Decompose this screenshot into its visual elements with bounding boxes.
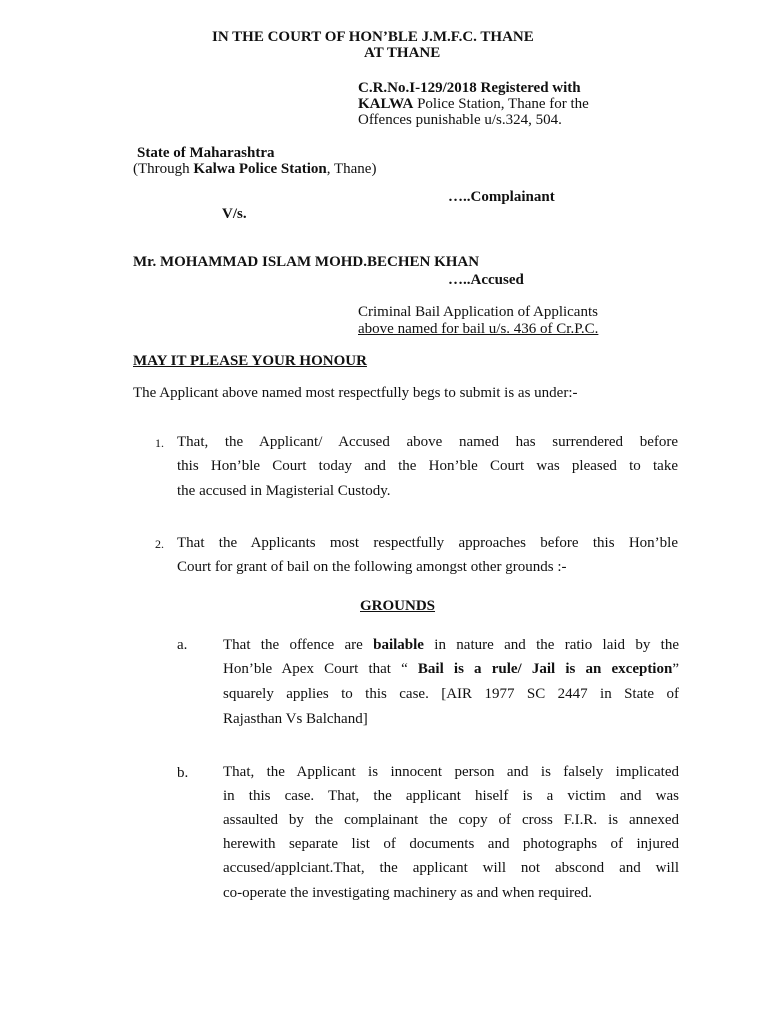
point-number: 1. — [155, 436, 164, 450]
ground-label: b. — [177, 765, 189, 781]
application-title-line2: above named for bail u/s. 436 of Cr.P.C. — [358, 321, 599, 337]
ground-text-line — [223, 633, 679, 657]
ground-text-line: assaulted by the complainant the copy of cross F.I.R. is annexed — [223, 812, 679, 828]
point-text-line: this Hon’ble Court today and the Hon’ble Court was pleased to take — [177, 458, 678, 474]
point-text-line: That, the Applicant/ Accused above named has surrendered before — [177, 434, 678, 450]
through-close: , Thane) — [326, 161, 377, 177]
ground-text-line: co-operate the investigating machinery as and when required. — [223, 885, 593, 901]
ground-text-span: That the offence are — [223, 637, 374, 653]
case-number: C.R.No.I-129/2018 Registered with — [358, 80, 581, 96]
ground-text-line — [223, 657, 679, 681]
grounds-heading: GROUNDS — [360, 598, 436, 614]
intro-paragraph: The Applicant above named most respectfully begs to submit is as under:- — [133, 385, 578, 401]
ground-text-line: accused/applciant.That, the applicant will not abscond and will — [223, 860, 679, 876]
police-station-rest: Police Station, Thane for the — [413, 96, 589, 112]
salutation: MAY IT PLEASE YOUR HONOUR — [133, 353, 367, 369]
complainant-name: State of Maharashtra — [137, 145, 275, 161]
ground-text-span: Hon’ble Apex Court that “ — [223, 661, 418, 677]
point-text-line: the accused in Magisterial Custody. — [177, 483, 391, 499]
ground-emphasis: Bail is a rule/ Jail is an exception — [417, 661, 673, 677]
offences-line: Offences punishable u/s.324, 504. — [358, 112, 562, 128]
court-heading: IN THE COURT OF HON’BLE J.M.F.C. THANE — [212, 29, 534, 45]
ground-text-line: squarely applies to this case. [AIR 1977 SC 2447 in State of — [223, 686, 679, 702]
through-station: Kalwa Police Station — [193, 161, 327, 177]
police-station-name: KALWA — [358, 96, 414, 112]
ground-text-span: ” — [672, 661, 679, 677]
complainant-role: …..Complainant — [448, 189, 555, 205]
point-number: 2. — [155, 537, 164, 551]
ground-emphasis: bailable — [373, 637, 424, 653]
accused-role: …..Accused — [448, 272, 524, 288]
accused-name: Mr. MOHAMMAD ISLAM MOHD.BECHEN KHAN — [133, 254, 480, 270]
point-text-line: Court for grant of bail on the following amongst other grounds :- — [177, 559, 567, 575]
point-text-line: That the Applicants most respectfully approaches before this Hon’ble — [177, 535, 678, 551]
ground-text-span: in nature and the ratio laid by the — [423, 637, 679, 653]
application-title-line1: Criminal Bail Application of Applicants — [358, 304, 598, 320]
versus-label: V/s. — [222, 206, 247, 222]
ground-text-line: in this case. That, the applicant hiself is a victim and was — [223, 788, 679, 804]
through-open: (Through — [133, 161, 194, 177]
ground-text-line: That, the Applicant is innocent person and is falsely implicated — [223, 764, 679, 780]
ground-text-line: herewith separate list of documents and photographs of injured — [223, 836, 679, 852]
complainant-through — [133, 160, 376, 178]
ground-text-line: Rajasthan Vs Balchand] — [223, 711, 368, 727]
court-location: AT THANE — [364, 45, 441, 61]
ground-label: a. — [177, 637, 188, 653]
